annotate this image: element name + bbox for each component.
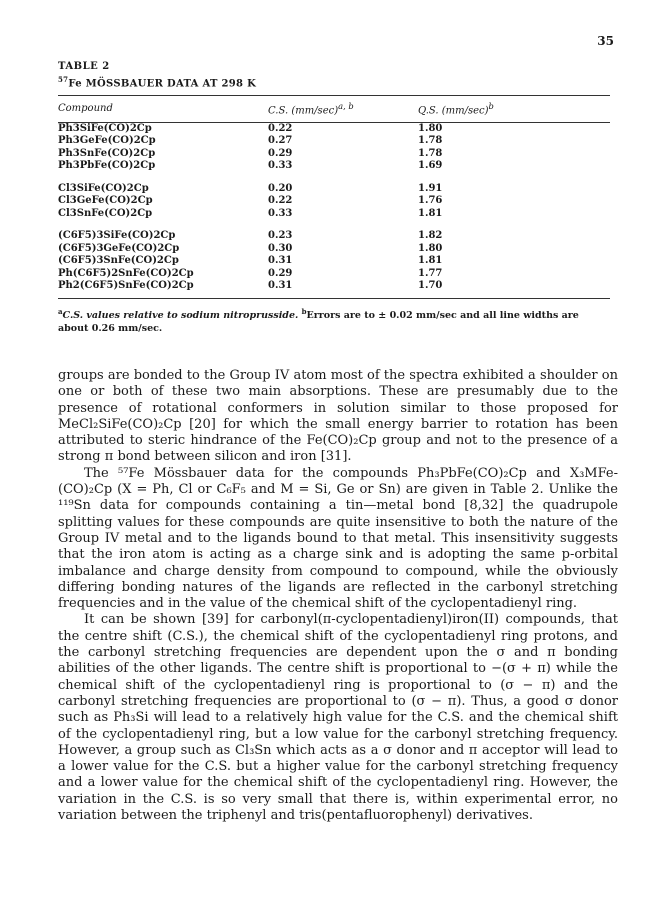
compound-cell: Ph2(C6F5)SnFe(CO)2Cp xyxy=(58,280,194,292)
compound-cell: Cl3SnFe(CO)2Cp xyxy=(58,207,153,219)
body-text xyxy=(58,368,618,824)
compound-cell: Ph3PbFe(CO)2Cp xyxy=(58,160,156,172)
table-row xyxy=(58,243,610,256)
table-title: TABLE 2 xyxy=(58,61,110,72)
cs-cell: 0.22 xyxy=(268,122,293,134)
paragraph-3: It can be shown [39] for carbonyl(π-cyclopentadienyl)iron(II) compounds, that the centre shift (C.S.), the chemical shift of the cyclopentadienyl ring protons, and the carbonyl stretching frequencies are dependent upon the σ and π bonding abilities of the other ligands. The centre shift is proportional to −(σ + π) while the chemical shift of the cyclopentadienyl ring is proportional to (σ − π) and the carbonyl stretching frequencies are proportional to (σ − π). Thus, a good σ donor such as Ph₃Si will lead to a relatively high value for the C.S. and the chemical shift of the cyclopentadienyl ring, but a low value for the carbonyl stretching frequency. However, a group such as Cl₃Sn which acts as a σ donor and π acceptor will lead to a lower value for the C.S. but a higher value for the carbonyl stretching frequency and a lower value for the chemical shift of the cyclopentadienyl ring. However, the variation in the C.S. is so very small that there is, within experimental error, no variation between the triphenyl and tris(pentafluorophenyl) derivatives. xyxy=(58,612,618,824)
qs-cell: 1.81 xyxy=(418,207,443,219)
table-2 xyxy=(58,60,610,335)
table-row xyxy=(58,148,610,161)
page-number: 35 xyxy=(597,34,614,48)
compound-cell: Cl3SiFe(CO)2Cp xyxy=(58,182,149,194)
cs-cell: 0.20 xyxy=(268,182,293,194)
qs-cell: 1.77 xyxy=(418,267,443,279)
table-row xyxy=(58,255,610,268)
qs-cell: 1.80 xyxy=(418,122,443,134)
table-row xyxy=(58,280,610,298)
qs-cell: 1.78 xyxy=(418,135,443,147)
compound-cell: Ph3GeFe(CO)2Cp xyxy=(58,135,156,147)
header-cs: C.S. $(mm/\sec)^{a, b}$ xyxy=(268,96,418,122)
qs-cell: 1.76 xyxy=(418,195,443,207)
table-row xyxy=(58,230,610,243)
cs-cell: 0.22 xyxy=(268,195,293,207)
paragraph-1: groups are bonded to the Group IV atom most of the spectra exhibited a shoulder on one or both of these two main absorptions. These are presumably due to the presence of rotational conformers in solution similar to those proposed for MeCl₂SiFe(CO)₂Cp [20] for which the small energy barrier to rotation has been attributed to steric hindrance of the Fe(CO)₂Cp group and not to the presence of a strong π bond between silicon and iron [31]. xyxy=(58,368,618,465)
header-qs: Q.S. $(mm/\sec)^b$ xyxy=(418,96,610,122)
table-body xyxy=(58,122,610,298)
cs-cell: 0.31 xyxy=(268,255,293,267)
paragraph-2: The ⁵⁷Fe Mössbauer data for the compounds Ph₃PbFe(CO)₂Cp and X₃MFe-(CO)₂Cp (X = Ph, Cl or C₆F₅ and M = Si, Ge or Sn) are given in Table 2. Unlike the ¹¹⁹Sn data for compounds containing a tin—metal bond [8,32] the quadrupole splitting values for these compounds are quite insensitive to both the nature of the Group IV metal and to the ligands bound to that metal. This insensitivity suggests that the iron atom is acting as a charge sink and is adopting the same p-orbital imbalance and charge density from compound to compound, while the obviously differing bonding natures of the ligands are reflected in the carbonyl stretching frequencies and in the value of the chemical shift of the cyclopentadienyl ring. xyxy=(58,465,618,612)
caption-text: Fe MÖSSBAUER DATA AT 298 K xyxy=(68,78,257,90)
qs-cell: 1.91 xyxy=(418,182,443,194)
table-row xyxy=(58,208,610,221)
table-row xyxy=(58,183,610,196)
footnote-a: C.S. values relative to sodium nitroprusside. xyxy=(62,309,299,321)
table-row xyxy=(58,122,610,135)
qs-cell: 1.70 xyxy=(418,280,443,292)
qs-cell: 1.82 xyxy=(418,230,443,242)
table-footnote: $^a$C.S. values relative to sodium nitroprusside. $^b$Errors are to ± 0.02 mm/sec and all line widths are about 0.26 mm/sec. xyxy=(58,306,579,334)
table-row xyxy=(58,268,610,281)
cs-cell: 0.29 xyxy=(268,267,293,279)
group-gap xyxy=(58,220,610,230)
header-compound: Compound xyxy=(58,96,268,122)
group-gap xyxy=(58,173,610,183)
table-caption xyxy=(58,73,610,91)
cs-cell: 0.30 xyxy=(268,242,293,254)
table-row xyxy=(58,160,610,173)
qs-cell: 1.69 xyxy=(418,160,443,172)
table-bottom-rule xyxy=(58,298,610,299)
compound-cell: Cl3GeFe(CO)2Cp xyxy=(58,195,153,207)
cs-cell: 0.29 xyxy=(268,147,293,159)
table-row xyxy=(58,135,610,148)
compound-cell: Ph3SiFe(CO)2Cp xyxy=(58,122,152,134)
cs-cell: 0.27 xyxy=(268,135,293,147)
caption-isotope-sup: 57 xyxy=(58,75,69,84)
footnote-b: Errors are to ± 0.02 mm/sec and all line widths are about 0.26 mm/sec. xyxy=(58,309,579,334)
qs-cell: 1.80 xyxy=(418,242,443,254)
qs-cell: 1.81 xyxy=(418,255,443,267)
compound-cell: Ph(C6F5)2SnFe(CO)2Cp xyxy=(58,267,194,279)
compound-cell: Ph3SnFe(CO)2Cp xyxy=(58,147,156,159)
cs-cell: 0.31 xyxy=(268,280,293,292)
qs-cell: 1.78 xyxy=(418,147,443,159)
cs-cell: 0.33 xyxy=(268,207,293,219)
cs-cell: 0.33 xyxy=(268,160,293,172)
compound-cell: (C6F5)3SnFe(CO)2Cp xyxy=(58,255,179,267)
compound-cell: (C6F5)3SiFe(CO)2Cp xyxy=(58,230,176,242)
table-header-row xyxy=(58,96,610,122)
compound-cell: (C6F5)3GeFe(CO)2Cp xyxy=(58,242,180,254)
cs-cell: 0.23 xyxy=(268,230,293,242)
table-row xyxy=(58,195,610,208)
mossbauer-table xyxy=(58,95,610,297)
